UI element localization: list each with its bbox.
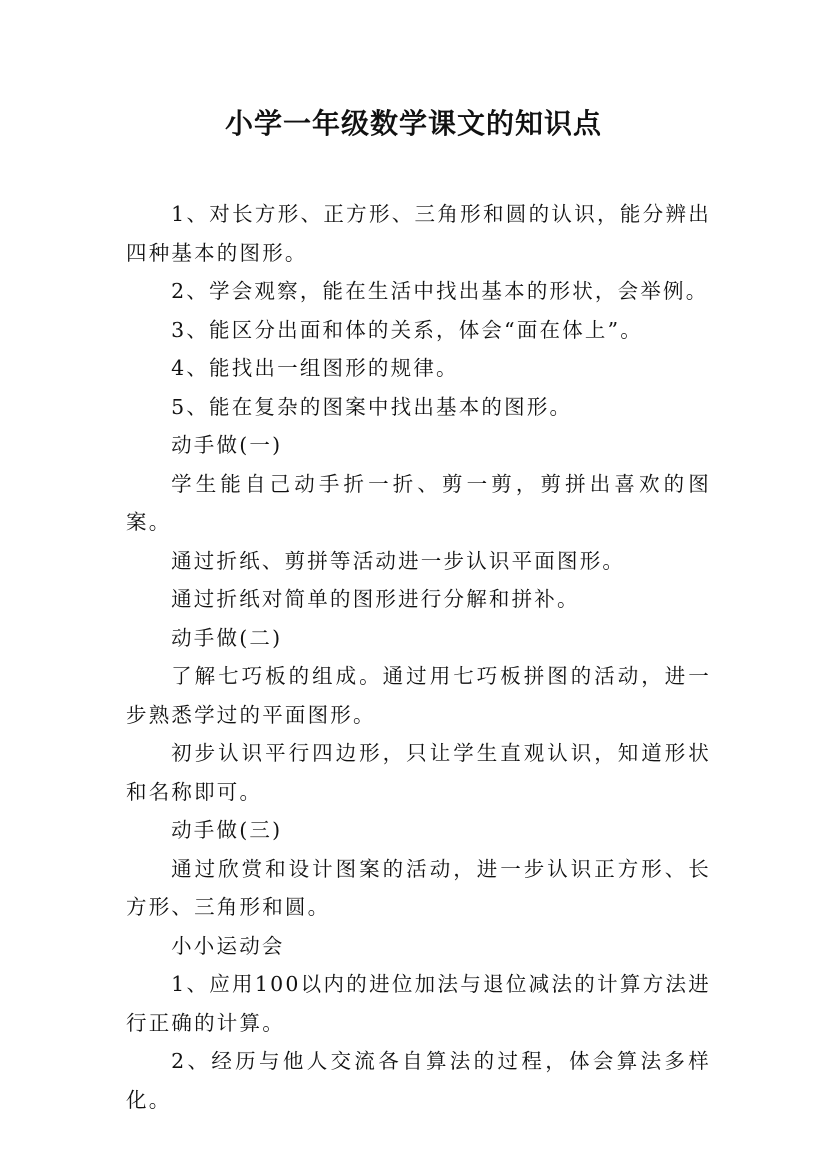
paragraph-13: 2、经历与他人交流各自算法的过程，体会算法多样化。	[126, 1049, 711, 1112]
paragraph-10: 初步认识平行四边形，只让学生直观认识，知道形状和名称即可。	[126, 741, 711, 804]
paragraph-12: 1、应用100以内的进位加法与退位减法的计算方法进行正确的计算。	[126, 972, 711, 1035]
paragraph-7: 通过折纸、剪拼等活动进一步认识平面图形。	[171, 548, 626, 573]
paragraph-9: 了解七巧板的组成。通过用七巧板拼图的活动，进一步熟悉学过的平面图形。	[126, 664, 711, 727]
paragraph-4: 4、能找出一组图形的规律。	[171, 356, 459, 380]
paragraph-3: 3、能区分出面和体的关系，体会“面在体上”。	[171, 317, 643, 342]
section-heading-4: 小小运动会	[171, 933, 285, 958]
section-heading-3: 动手做(三)	[171, 818, 283, 842]
paragraph-8: 通过折纸对简单的图形进行分解和拼补。	[171, 587, 580, 611]
page-title: 小学一年级数学课文的知识点	[224, 107, 602, 140]
section-heading-2: 动手做(二)	[171, 625, 283, 650]
document-body	[126, 195, 711, 1119]
paragraph-11: 通过欣赏和设计图案的活动，进一步认识正方形、长方形、三角形和圆。	[126, 856, 711, 919]
paragraph-1: 1、对长方形、正方形、三角形和圆的认识，能分辨出四种基本的图形。	[126, 202, 711, 265]
paragraph-5: 5、能在复杂的图案中找出基本的图形。	[171, 394, 573, 419]
paragraph-2: 2、学会观察，能在生活中找出基本的形状，会举例。	[171, 279, 709, 303]
paragraph-6: 学生能自己动手折一折、剪一剪，剪拼出喜欢的图案。	[126, 471, 711, 534]
section-heading-1: 动手做(一)	[171, 433, 283, 457]
